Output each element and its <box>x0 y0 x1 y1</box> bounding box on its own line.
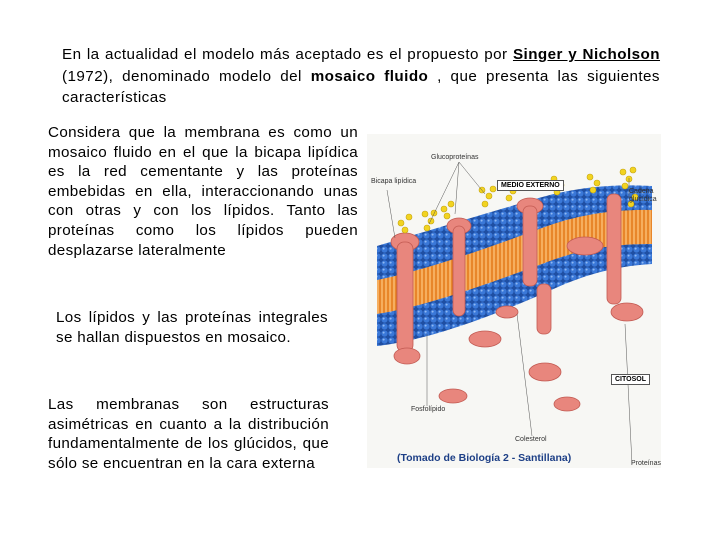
intro-text-1: En la actualidad el modelo más aceptado es el propuesto por <box>62 46 513 63</box>
label-proteins: Proteínas <box>631 460 661 467</box>
label-cytosol: CITOSOL <box>611 374 650 385</box>
paragraph-mosaic-arrangement: Los lípidos y las proteínas integrales se hallan dispuestos en mosaico. <box>56 309 328 346</box>
label-glucoproteins: Glucoproteínas <box>431 154 479 161</box>
label-cholesterol: Colesterol <box>515 436 547 443</box>
intro-text-2: (1972), denominado modelo del <box>62 67 311 85</box>
label-glucidic: glucídica <box>629 196 657 203</box>
intro-text-3: , que presenta las siguientes características <box>62 67 660 106</box>
authors-name: Singer y Nicholson <box>512 46 661 63</box>
intro-paragraph <box>62 44 660 109</box>
label-lipid-bilayer: Bicapa lipídica <box>371 178 417 185</box>
figure-caption: (Tomado de Biología 2 - Santillana) <box>397 452 572 464</box>
membrane-diagram <box>367 134 661 468</box>
label-external-medium: MEDIO EXTERNO <box>497 180 564 191</box>
label-chain: Cadena <box>629 188 654 195</box>
paragraph-fluid-mosaic: Considera que la membrana es como un mosaico fluido en el que la bicapa lipídica es la red cementante y las proteínas embebidas en ella, interaccionando unas con otras y con los lípidos. Tanto las proteínas como los lípidos pueden desplazarse lateralmente <box>48 124 358 259</box>
model-name: mosaico fluido <box>310 67 429 85</box>
label-phospholipid: Fosfolípido <box>411 406 446 413</box>
paragraph-asymmetry: Las membranas son estructuras asimétricas en cuanto a la distribución fundamentalmente de los glúcidos, que sólo se encuentran en la cara externa <box>48 396 329 472</box>
